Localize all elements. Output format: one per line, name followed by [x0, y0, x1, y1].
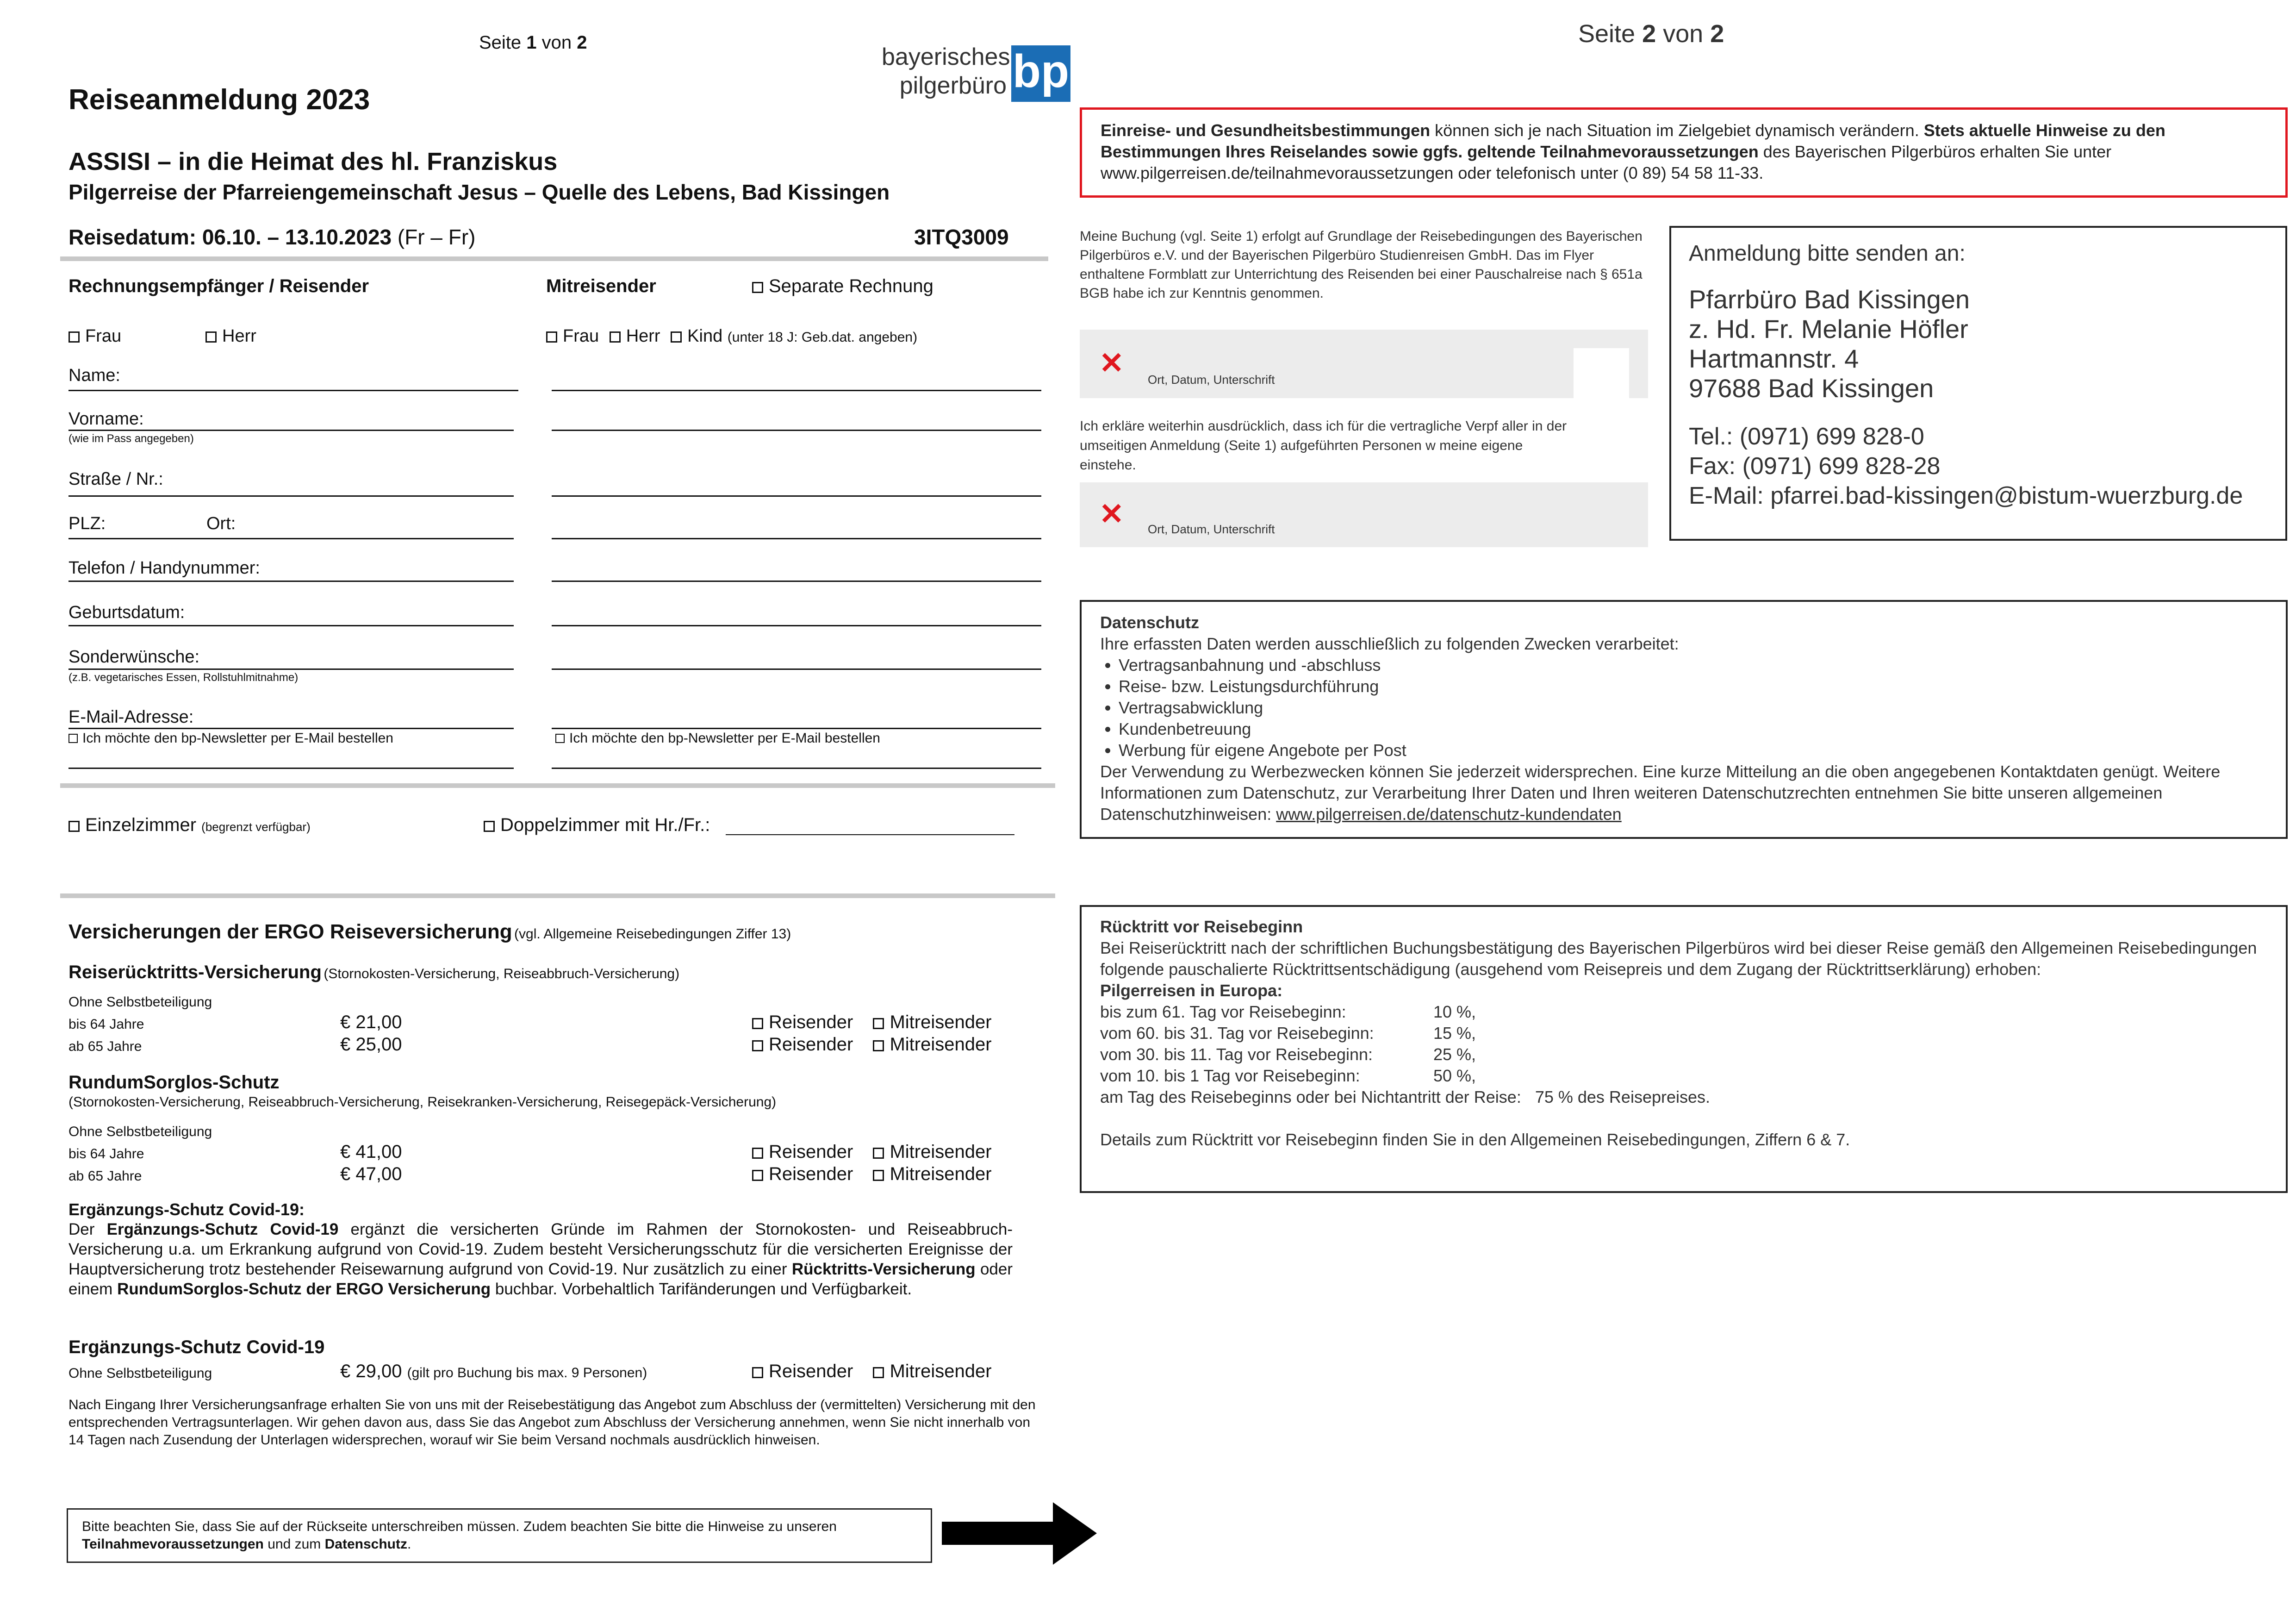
fellow-vorname-field[interactable] — [552, 430, 1041, 431]
list-item: • Werbung für eigene Angebote per Post — [1119, 740, 2267, 761]
fellow-herr-checkbox[interactable]: Herr — [610, 326, 660, 346]
sonderwuensche-note: (z.B. vegetarisches Essen, Rollstuhlmitnahme) — [68, 671, 299, 684]
ruecktritt-age-1: bis 64 Jahre — [68, 1017, 144, 1032]
double-room-partner-field[interactable] — [726, 834, 1014, 835]
send-to-contact: Tel.: (0971) 699 828-0 Fax: (0971) 699 828-28 E-Mail: pfarrei.bad-kissingen@bistum-wuerzburg.de — [1689, 423, 2243, 509]
rundum-note: (Stornokosten-Versicherung, Reiseabbruch-Versicherung, Reisekranken-Versicherung, Reisegepäck-Versicherung) — [68, 1094, 777, 1110]
ruecktritt-deductible: Ohne Selbstbeteiligung — [68, 994, 212, 1010]
trip-title: ASSISI – in die Heimat des hl. Franziskus — [68, 148, 558, 175]
reisender-checkbox[interactable]: Reisender — [752, 1034, 853, 1055]
sonderwuensche-label: Sonderwünsche: — [68, 647, 200, 667]
cancellation-row: bis zum 61. Tag vor Reisebeginn: 10 %, — [1100, 1002, 1476, 1021]
reisender-checkbox[interactable]: Reisender — [752, 1164, 853, 1184]
frau-checkbox[interactable]: Frau — [68, 326, 121, 346]
mitreisender-checkbox[interactable]: Mitreisender — [873, 1164, 991, 1184]
x-mark-icon: ✕ — [1099, 497, 1124, 531]
newsletter-checkbox[interactable]: Ich möchte den bp-Newsletter per E-Mail bestellen — [68, 731, 393, 746]
sonderwuensche-field[interactable] — [68, 668, 514, 670]
signature-label-2: Ort, Datum, Unterschrift — [1148, 522, 1275, 536]
send-to-box — [1669, 226, 2287, 541]
plz-label: PLZ: — [68, 514, 106, 533]
rundum-price-1: € 41,00 — [340, 1142, 402, 1162]
name-label: Name: — [68, 366, 120, 385]
recipient-heading: Rechnungsempfänger / Reisender — [68, 276, 369, 296]
plz-ort-field[interactable] — [68, 538, 514, 539]
rundum-age-2: ab 65 Jahre — [68, 1168, 142, 1184]
rundum-price-2: € 47,00 — [340, 1164, 402, 1184]
ruecktritt-price-2: € 25,00 — [340, 1034, 402, 1055]
covid-info-text: Der Ergänzungs-Schutz Covid-19 ergänzt die versicherten Gründe im Rahmen der Stornokosten- und Reiseabbruch-Versicherung u.a. um Erkrankung aufgrund von Covid-19. Zudem besteht Versicherungsschutz für die versicherten Ereignisse der Hauptversicherung trotz bestehender Reisewarnung aufgrund von Covid-19. Nur zusätzlich zu einer Rücktritts-Versicherung oder einem RundumSorglos-Schutz der ERGO Versicherung buchbar. Vorbehaltlich Tarifänderungen und Verfügbarkeit. — [68, 1220, 1013, 1298]
geburtsdatum-field[interactable] — [68, 625, 514, 626]
fellow-sonderwuensche-field[interactable] — [552, 668, 1041, 670]
x-mark-icon: ✕ — [1099, 346, 1124, 380]
ort-label: Ort: — [206, 514, 236, 533]
covid-heading: Ergänzungs-Schutz Covid-19 — [68, 1337, 325, 1357]
reisender-checkbox[interactable]: Reisender — [752, 1361, 853, 1381]
page-label-1: Seite 1 von 2 — [479, 32, 587, 53]
rundum-2-options — [752, 1164, 992, 1185]
divider — [60, 256, 1048, 261]
fellow-frau-checkbox[interactable]: Frau — [546, 326, 599, 346]
signature-label-1: Ort, Datum, Unterschrift — [1148, 373, 1275, 387]
insurance-heading: Versicherungen der ERGO Reiseversicherung (vgl. Allgemeine Reisebedingungen Ziffer 13) — [68, 920, 791, 943]
vorname-field[interactable] — [68, 430, 514, 431]
list-item: • Vertragsanbahnung und -abschluss — [1119, 655, 2267, 676]
cancellation-row: vom 10. bis 1 Tag vor Reisebeginn: 50 %, — [1100, 1066, 1476, 1085]
trip-code: 3ITQ3009 — [914, 225, 1009, 249]
divider — [60, 893, 1055, 898]
ruecktritt-2-options — [752, 1034, 992, 1055]
rundum-deductible: Ohne Selbstbeteiligung — [68, 1124, 212, 1139]
page-label-2: Seite 2 von 2 — [1578, 20, 1724, 48]
list-item: • Reise- bzw. Leistungsdurchführung — [1119, 676, 2267, 697]
privacy-list — [1100, 655, 2267, 761]
single-room-checkbox[interactable]: Einzelzimmer (begrenzt verfügbar) — [68, 815, 311, 836]
ruecktritt-heading: Reiserücktritts-Versicherung (Stornokosten-Versicherung, Reiseabbruch-Versicherung) — [68, 962, 680, 982]
privacy-title: Datenschutz — [1100, 613, 1200, 632]
telefon-label: Telefon / Handynummer: — [68, 558, 260, 578]
email-field-2[interactable] — [68, 768, 514, 769]
telefon-field[interactable] — [68, 581, 514, 582]
signature-field-1[interactable] — [1080, 330, 1648, 398]
fellow-geburtsdatum-field[interactable] — [552, 625, 1041, 626]
ruecktritt-price-1: € 21,00 — [340, 1012, 402, 1032]
fellow-email-field[interactable] — [552, 728, 1041, 729]
fellow-salutation: Frau Herr Kind (unter 18 J: Geb.dat. angeben) — [546, 326, 917, 346]
entry-regulations-box: Einreise- und Gesundheitsbestimmungen können sich je nach Situation im Zielgebiet dynamisch verändern. Stets aktuelle Hinweise zu den Bestimmungen Ihres Reiselandes sowie ggfs. geltende Teilnahmevoraussetzungen des Bayerischen Pilgerbüros erhalten Sie unter www.pilgerreisen.de/teilnahmevoraussetzungen oder telefonisch unter (0 89) 54 58 11-33. — [1080, 107, 2288, 198]
fellow-strasse-field[interactable] — [552, 495, 1041, 497]
list-item: • Kundenbetreuung — [1119, 718, 2267, 740]
fellow-newsletter-checkbox[interactable]: Ich möchte den bp-Newsletter per E-Mail bestellen — [555, 731, 880, 746]
reisender-checkbox[interactable]: Reisender — [752, 1012, 853, 1032]
mitreisender-checkbox[interactable]: Mitreisender — [873, 1034, 991, 1055]
signature-field-1-gap — [1574, 348, 1629, 398]
fellow-heading: Mitreisender — [546, 276, 656, 296]
booking-terms-text: Meine Buchung (vgl. Seite 1) erfolgt auf Grundlage der Reisebedingungen des Bayerischen Pilgerbüros e.V. und der Bayerischen Pilgerbüro Studienreisen GmbH. Das im Flyer enthaltene Formblatt zur Unterrichtung des Reisenden bei einer Pauschalreise nach § 651a BGB habe ich zur Kenntnis genommen. — [1080, 229, 1643, 301]
cancellation-text: Bei Reiserücktritt nach der schriftlichen Buchungsbestätigung des Bayerischen Pilgerbüros wird bei dieser Reise gemäß den Allgemeinen Reisebedingungen folgende pauschalierte Rücktrittsentschädigung (ausgehend vom Reisepreis und dem Zugang der Rücktrittserklärung) erhoben: — [1100, 938, 2257, 979]
mitreisender-checkbox[interactable]: Mitreisender — [873, 1012, 991, 1032]
cancellation-title: Rücktritt vor Reisebeginn — [1100, 917, 1303, 936]
covid-price: € 29,00 (gilt pro Buchung bis max. 9 Personen) — [340, 1361, 647, 1381]
ruecktritt-1-options — [752, 1012, 992, 1033]
privacy-box — [1080, 600, 2288, 839]
fellow-kind-checkbox[interactable]: Kind — [671, 326, 722, 346]
fellow-plz-ort-field[interactable] — [552, 538, 1041, 539]
mitreisender-checkbox[interactable]: Mitreisender — [873, 1361, 991, 1381]
cancellation-last: am Tag des Reisebeginns oder bei Nichtantritt der Reise: 75 % des Reisepreises. — [1100, 1087, 1711, 1106]
vorname-note: (wie im Pass angegeben) — [68, 432, 194, 445]
covid-options — [752, 1361, 992, 1382]
privacy-link[interactable]: www.pilgerreisen.de/datenschutz-kundendaten — [1276, 805, 1622, 824]
reisender-checkbox[interactable]: Reisender — [752, 1142, 853, 1162]
mitreisender-checkbox[interactable]: Mitreisender — [873, 1142, 991, 1162]
bp-logo-icon: bp — [1011, 45, 1070, 102]
ruecktritt-age-2: ab 65 Jahre — [68, 1039, 142, 1054]
fellow-telefon-field[interactable] — [552, 581, 1041, 582]
send-to-address: Pfarrbüro Bad Kissingen z. Hd. Fr. Melanie Höfler Hartmannstr. 4 97688 Bad Kissingen — [1689, 285, 1970, 403]
arrow-right-icon — [942, 1502, 1097, 1565]
name-field[interactable] — [68, 390, 518, 391]
rundum-heading: RundumSorglos-Schutz — [68, 1072, 280, 1093]
herr-checkbox[interactable]: Herr — [205, 326, 256, 346]
trip-subtitle: Pilgerreise der Pfarreiengemeinschaft Jesus – Quelle des Lebens, Bad Kissingen — [68, 180, 890, 204]
declaration-text: Ich erkläre weiterhin ausdrücklich, dass ich für die vertragliche Verpf aller in der umseitigen Anmeldung (Seite 1) aufgeführten Personen w meine eigene einstehe. — [1080, 418, 1567, 473]
double-room-checkbox[interactable]: Doppelzimmer mit Hr./Fr.: — [484, 815, 710, 836]
rundum-1-options — [752, 1142, 992, 1162]
covid-deductible: Ohne Selbstbeteiligung — [68, 1366, 212, 1381]
strasse-field[interactable] — [68, 495, 514, 497]
fellow-email-field-2[interactable] — [552, 768, 1041, 769]
geburtsdatum-label: Geburtsdatum: — [68, 603, 185, 622]
send-to-heading: Anmeldung bitte senden an: — [1689, 241, 1966, 266]
form-title: Reiseanmeldung 2023 — [68, 84, 370, 116]
insurance-footer: Nach Eingang Ihrer Versicherungsanfrage erhalten Sie von uns mit der Reisebestätigung das Angebot zum Abschluss der (vermittelten) Versicherung mit den entsprechenden Vertragsunterlagen. Wir gehen davon aus, dass Sie das Angebot zum Abschluss der Versicherung annehmen, wenn Sie nicht innerhalb von 14 Tagen nach Zusendung der Unterlagen widersprechen, worauf wir Sie beim Versand nochmals ausdrücklich hinweisen. — [68, 1397, 1036, 1448]
cancellation-details: Details zum Rücktritt vor Reisebeginn finden Sie in den Allgemeinen Reisebedingungen, Ziffern 6 & 7. — [1100, 1130, 1850, 1149]
privacy-text: Der Verwendung zu Werbezwecken können Sie jederzeit widersprechen. Eine kurze Mitteilung an die oben angegebenen Kontaktdaten genügt. Weitere Informationen zum Datenschutz, zur Verarbeitung Ihrer Daten und Ihren weiteren Datenschutzrechten entnehmen Sie bitte unseren allgemeinen Datenschutzhinweisen: www.pilgerreisen.de/datenschutz-kundendaten — [1100, 762, 2221, 824]
cancellation-row: vom 30. bis 11. Tag vor Reisebeginn: 25 %, — [1100, 1045, 1476, 1064]
list-item: • Vertragsabwicklung — [1119, 697, 2267, 718]
separate-invoice-checkbox[interactable]: Separate Rechnung — [752, 276, 933, 297]
logo-wordmark: bayerisches pilgerbüro — [882, 44, 1010, 99]
travel-date: Reisedatum: 06.10. – 13.10.2023 (Fr – Fr) — [68, 225, 476, 249]
vorname-label: Vorname: — [68, 409, 144, 429]
cancellation-row: vom 60. bis 31. Tag vor Reisebeginn: 15 %, — [1100, 1024, 1476, 1043]
privacy-intro: Ihre erfassten Daten werden ausschließlich zu folgenden Zwecken verarbeitet: — [1100, 634, 1679, 653]
rundum-age-1: bis 64 Jahre — [68, 1146, 144, 1162]
cancellation-box — [1080, 905, 2288, 1193]
fellow-name-field[interactable] — [552, 390, 1041, 391]
email-label: E-Mail-Adresse: — [68, 707, 194, 727]
strasse-label: Straße / Nr.: — [68, 469, 163, 489]
cancellation-subtitle: Pilgerreisen in Europa: — [1100, 981, 1283, 1000]
signature-field-2[interactable] — [1080, 482, 1648, 547]
email-field[interactable] — [68, 728, 514, 729]
signature-notice: Bitte beachten Sie, dass Sie auf der Rückseite unterschreiben müssen. Zudem beachten Sie bitte die Hinweise zu unseren Teilnahmevoraussetzungen und zum Datenschutz. — [67, 1508, 932, 1563]
divider — [60, 783, 1055, 788]
covid-info-heading: Ergänzungs-Schutz Covid-19: — [68, 1200, 305, 1219]
